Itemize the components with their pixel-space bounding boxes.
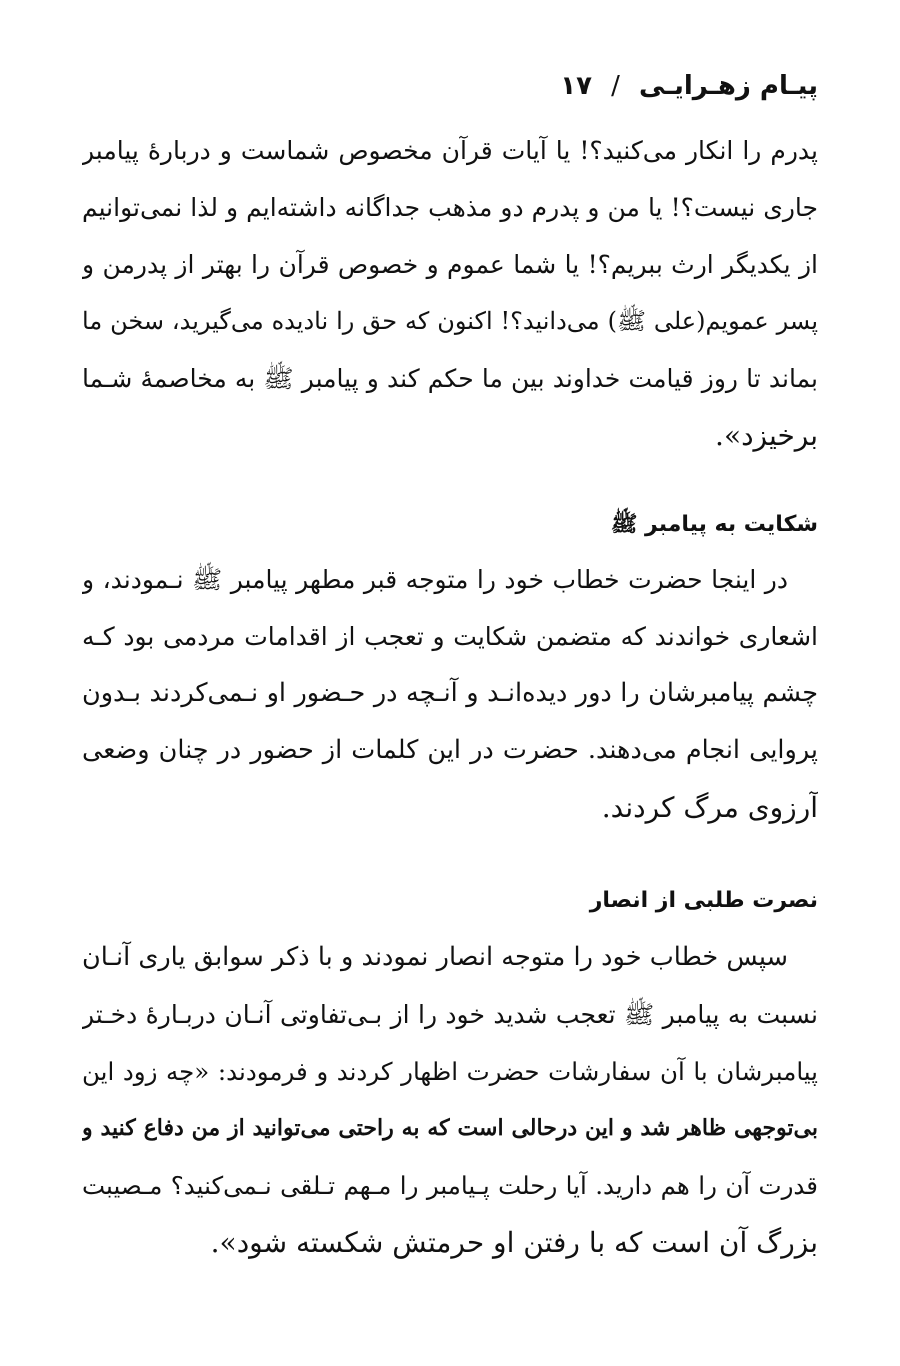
paragraph-1 [82,122,818,464]
section-heading: نصرت طلبی از انصار [589,888,818,913]
paragraph-line: پروایی انجام می‌دهند. حضرت در این کلمات از حضور در چنان وضعی [82,735,818,765]
paragraph-line-bold: بی‌توجهی ظاهر شد و این درحالی است که به راحتی می‌توانید از من دفاع کنید و [82,1115,818,1141]
running-header [82,66,818,106]
paragraph-line: آرزوی مرگ کردند. [601,791,818,824]
paragraph-2 [82,551,818,836]
paragraph-line: پسر عمویم(علی ﷺ) می‌دانید؟! اکنون که حق را نادیده می‌گیرید، سخن ما [82,307,818,335]
paragraph-line: از یکدیگر ارث ببریم؟! یا شما عموم و خصوص قرآن را بهتر از پدرمن و [82,250,818,279]
paragraph-line: در اینجا حضرت خطاب خود را متوجه قبر مطهر پیامبر ﷺ نـمودند، و [82,565,788,594]
paragraph-line: جاری نیست؟! یا من و پدرم دو مذهب جداگانه داشته‌ایم و لذا نمی‌توانیم [82,193,818,222]
paragraph-line: پدرم را انکار می‌کنید؟! یا آیات قرآن مخصوص شماست و دربارهٔ پیامبر [82,136,818,165]
paragraph-line: سپس خطاب خود را متوجه انصار نمودند و با ذکر سوابق یاری آنـان [82,942,788,972]
paragraph-line: بزرگ آن است که با رفتن او حرمتش شکسته شود». [210,1226,818,1259]
paragraph-line: نسبت به پیامبر ﷺ تعجب شدید خود را از بـی‌تفاوتی آنـان دربـارهٔ دخـتر [82,1000,818,1029]
paragraph-line: برخیزد». [715,419,818,452]
paragraph-line: اشعاری خواندند که متضمن شکایت و تعجب از اقدامات مردمی بود کـه [82,622,818,651]
section-heading: شکایت به پیامبر ﷺ [610,512,818,537]
book-title: پیـام زهـرایـی [638,71,818,101]
paragraph-line: بماند تا روز قیامت خداوند بین ما حکم کند و پیامبر ﷺ به مخاصمهٔ شـما [82,364,818,393]
paragraph-3 [82,929,818,1271]
page-number: ۱۷ [560,71,593,101]
header-separator: / [611,71,620,101]
paragraph-line: پیامبرشان با آن سفارشات حضرت اظهار کردند و فرمودند: «چه زود این [82,1057,818,1086]
paragraph-line: قدرت آن را هم دارید. آیا رحلت پـیامبر را مـهم تـلقی نـمی‌کنید؟ مـصیبت [82,1171,818,1200]
paragraph-line: چشم پیامبرشان را دور دیده‌انـد و آنـچه در حـضور او نـمی‌کردند بـدون [82,678,818,708]
